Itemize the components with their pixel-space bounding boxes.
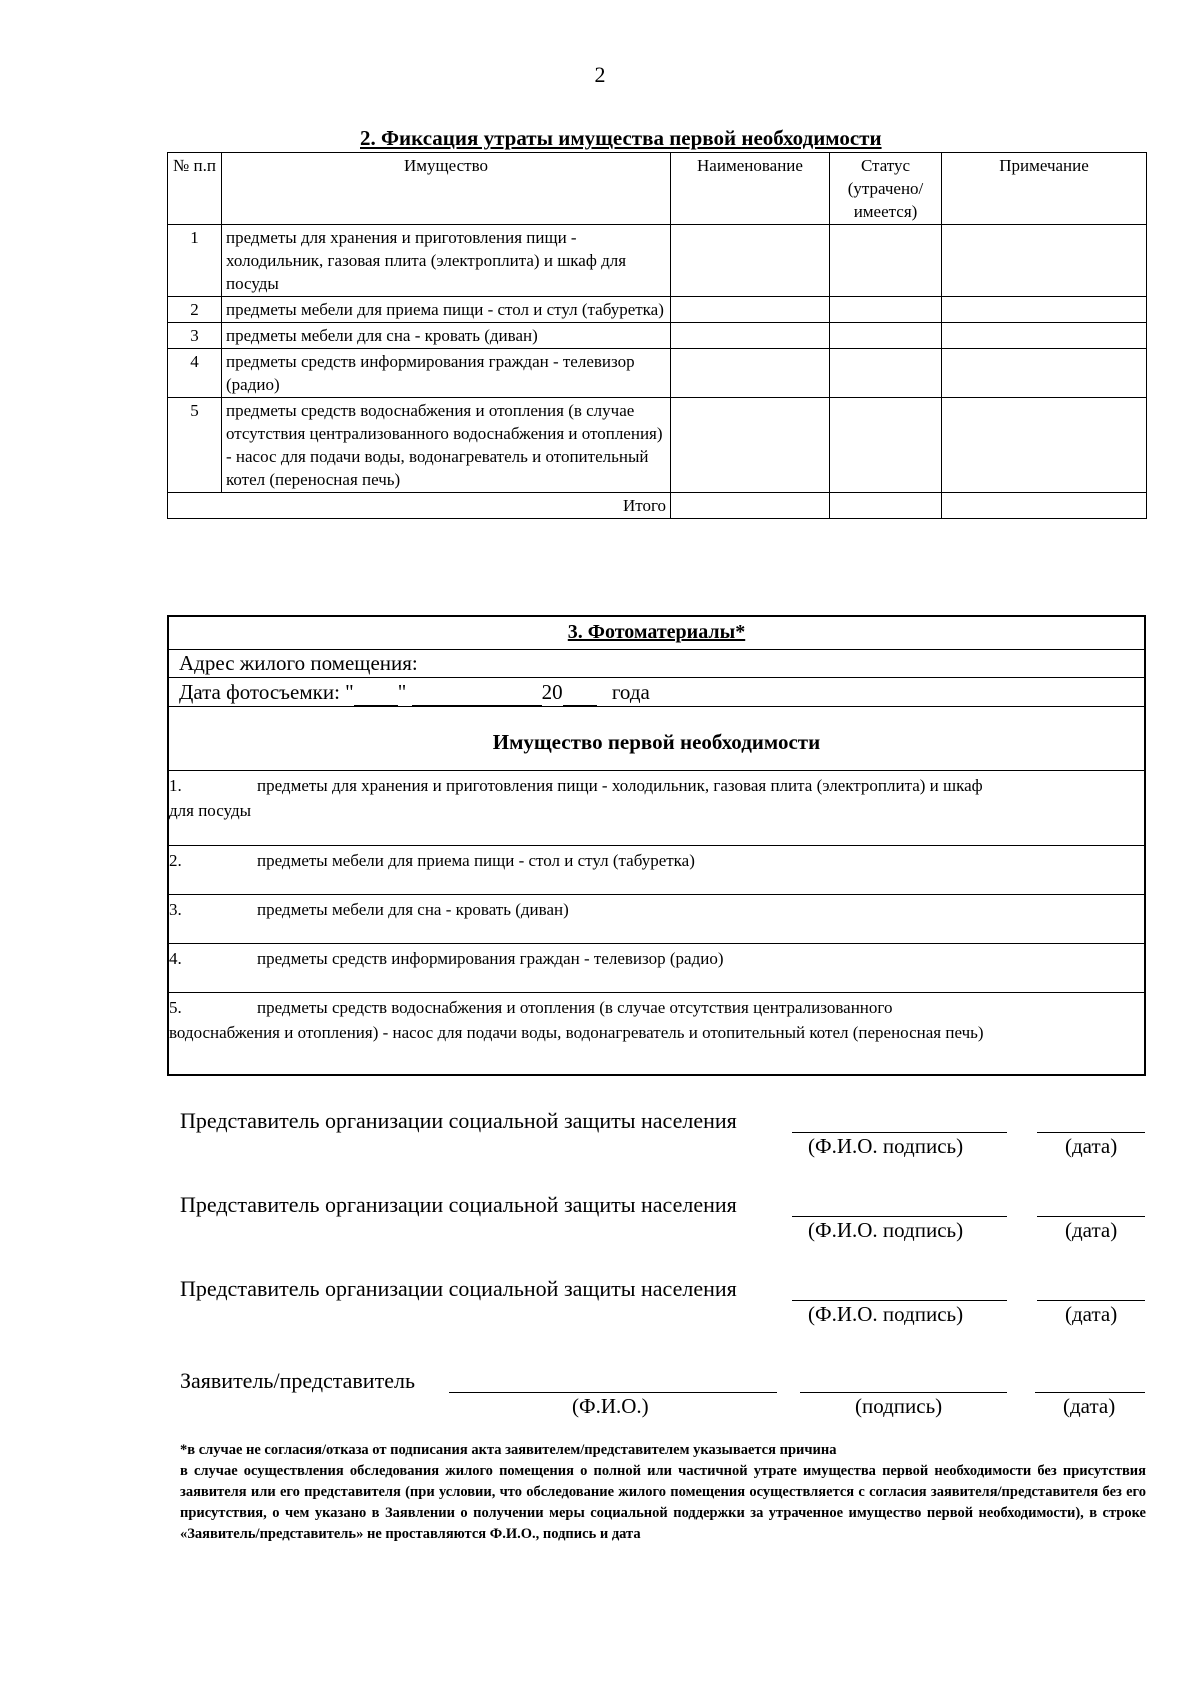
row-note-cell[interactable] [942,297,1147,323]
fio-sign-caption: (Ф.И.О. подпись) [808,1134,964,1158]
photo-item-num: 3. [169,900,182,919]
row-note-cell[interactable] [942,349,1147,398]
photo-item [169,993,1144,1074]
row-status-cell[interactable] [830,349,942,398]
address-row[interactable] [169,650,1144,678]
photo-item [169,771,1144,846]
photo-materials-section [167,615,1146,1076]
table-row [168,225,1147,297]
total-note-cell[interactable] [942,493,1147,519]
essential-property-subtitle: Имущество первой необходимости [169,707,1144,771]
photo-item-num: 5. [169,998,182,1017]
photo-date-row[interactable] [169,678,1144,707]
row-item: предметы для хранения и приготовления пищи - холодильник, газовая плита (электроплита) и шкаф для посуды [222,225,671,297]
year-blank[interactable] [563,683,597,706]
photo-item-text-cont: водоснабжения и отопления) - насос для подачи воды, водонагреватель и отопительный котел (переносная печь) [169,1023,984,1042]
row-num: 2 [168,297,222,323]
fio-caption: (Ф.И.О.) [572,1394,649,1418]
photo-item [169,895,1144,944]
row-item: предметы мебели для сна - кровать (диван) [222,323,671,349]
footnote-line1: *в случае не согласия/отказа от подписания акта заявителем/представителем указывается причина [180,1442,837,1458]
table-row [168,297,1147,323]
rep-signature-label: Представитель организации социальной защиты населения [180,1108,737,1133]
photo-date-year: 20 [541,680,563,704]
rep-signature-label: Представитель организации социальной защиты населения [180,1276,737,1301]
row-num: 4 [168,349,222,398]
row-item: предметы средств информирования граждан - телевизор (радио) [222,349,671,398]
section2-title: 2. Фиксация утраты имущества первой необходимости [360,126,882,150]
row-status-cell[interactable] [830,398,942,493]
row-num: 5 [168,398,222,493]
photo-item-text: предметы средств водоснабжения и отопления (в случае отсутствия централизованного [257,998,893,1017]
row-num: 1 [168,225,222,297]
row-name-cell[interactable] [671,225,830,297]
photo-item-text: предметы средств информирования граждан - телевизор (радио) [257,949,724,968]
row-status-cell[interactable] [830,323,942,349]
date-caption: (дата) [1065,1134,1118,1158]
photo-item [169,944,1144,993]
row-item: предметы мебели для приема пищи - стол и стул (табуретка) [222,297,671,323]
photo-date-label: Дата фотосъемки: " [179,680,354,704]
rep-signature-label: Представитель организации социальной защиты населения [180,1192,737,1217]
total-name-cell[interactable] [671,493,830,519]
date-caption: (дата) [1063,1394,1116,1418]
applicant-label: Заявитель/представитель [180,1368,415,1393]
photo-item-num: 2. [169,851,182,870]
photo-date-suffix: года [611,680,650,704]
row-name-cell[interactable] [671,323,830,349]
row-num: 3 [168,323,222,349]
page-number: 2 [594,62,606,87]
rep-fio-sign-line[interactable] [792,1132,1007,1133]
row-name-cell[interactable] [671,349,830,398]
photo-item-num: 4. [169,949,182,968]
photo-item-text: предметы мебели для сна - кровать (диван) [257,900,569,919]
rep-fio-sign-line[interactable] [792,1300,1007,1301]
footnote-paragraph: в случае осуществления обследования жилого помещения о полной или частичной утрате имущества первой необходимости без присутствия заявителя или его представителя (при условии, что обследование жилого помещения осуществляется с согласия заявителя/представителя без его присутствия, о чем указано в Заявлении о получении меры социальной поддержки за утраченное имущество первой необходимости), в строке «Заявитель/представитель» не проставляются Ф.И.О., подпись и дата [180,1463,1146,1542]
sign-caption: (подпись) [855,1394,943,1418]
photo-item-text-cont: для посуды [169,801,252,820]
row-note-cell[interactable] [942,398,1147,493]
table-total-row [168,493,1147,519]
photo-item-text: предметы мебели для приема пищи - стол и стул (табуретка) [257,851,695,870]
row-note-cell[interactable] [942,323,1147,349]
table-header-row [168,153,1147,225]
header-property: Имущество [222,153,671,225]
photo-item [169,846,1144,895]
header-status: Статус (утрачено/ имеется) [830,153,942,225]
row-note-cell[interactable] [942,225,1147,297]
property-loss-table [167,152,1147,519]
header-num: № п.п [168,153,222,225]
day-blank[interactable] [354,683,398,706]
rep-fio-sign-line[interactable] [792,1216,1007,1217]
table-row [168,323,1147,349]
applicant-date-line[interactable] [1035,1392,1145,1393]
photo-date-quote: " [397,680,407,704]
row-name-cell[interactable] [671,398,830,493]
row-name-cell[interactable] [671,297,830,323]
month-blank[interactable] [412,683,542,706]
total-status-cell[interactable] [830,493,942,519]
rep-date-line[interactable] [1037,1300,1145,1301]
photo-item-num: 1. [169,776,182,795]
header-note: Примечание [942,153,1147,225]
address-label: Адрес жилого помещения: [179,651,418,675]
date-caption: (дата) [1065,1218,1118,1242]
applicant-fio-line[interactable] [449,1392,777,1393]
date-caption: (дата) [1065,1302,1118,1326]
table-row [168,398,1147,493]
row-status-cell[interactable] [830,297,942,323]
photo-item-text: предметы для хранения и приготовления пищи - холодильник, газовая плита (электроплита) и шкаф [257,776,983,795]
total-label: Итого [168,493,671,519]
section3-title: 3. Фотоматериалы* [169,617,1144,650]
rep-date-line[interactable] [1037,1132,1145,1133]
header-name: Наименование [671,153,830,225]
fio-sign-caption: (Ф.И.О. подпись) [808,1218,964,1242]
row-status-cell[interactable] [830,225,942,297]
table-row [168,349,1147,398]
row-item: предметы средств водоснабжения и отопления (в случае отсутствия централизованного водоснабжения и отопления) - насос для подачи воды, водонагреватель и отопительный котел (переносная печь) [222,398,671,493]
rep-date-line[interactable] [1037,1216,1145,1217]
fio-sign-caption: (Ф.И.О. подпись) [808,1302,964,1326]
applicant-sign-line[interactable] [800,1392,1007,1393]
footnote [180,1440,1146,1545]
